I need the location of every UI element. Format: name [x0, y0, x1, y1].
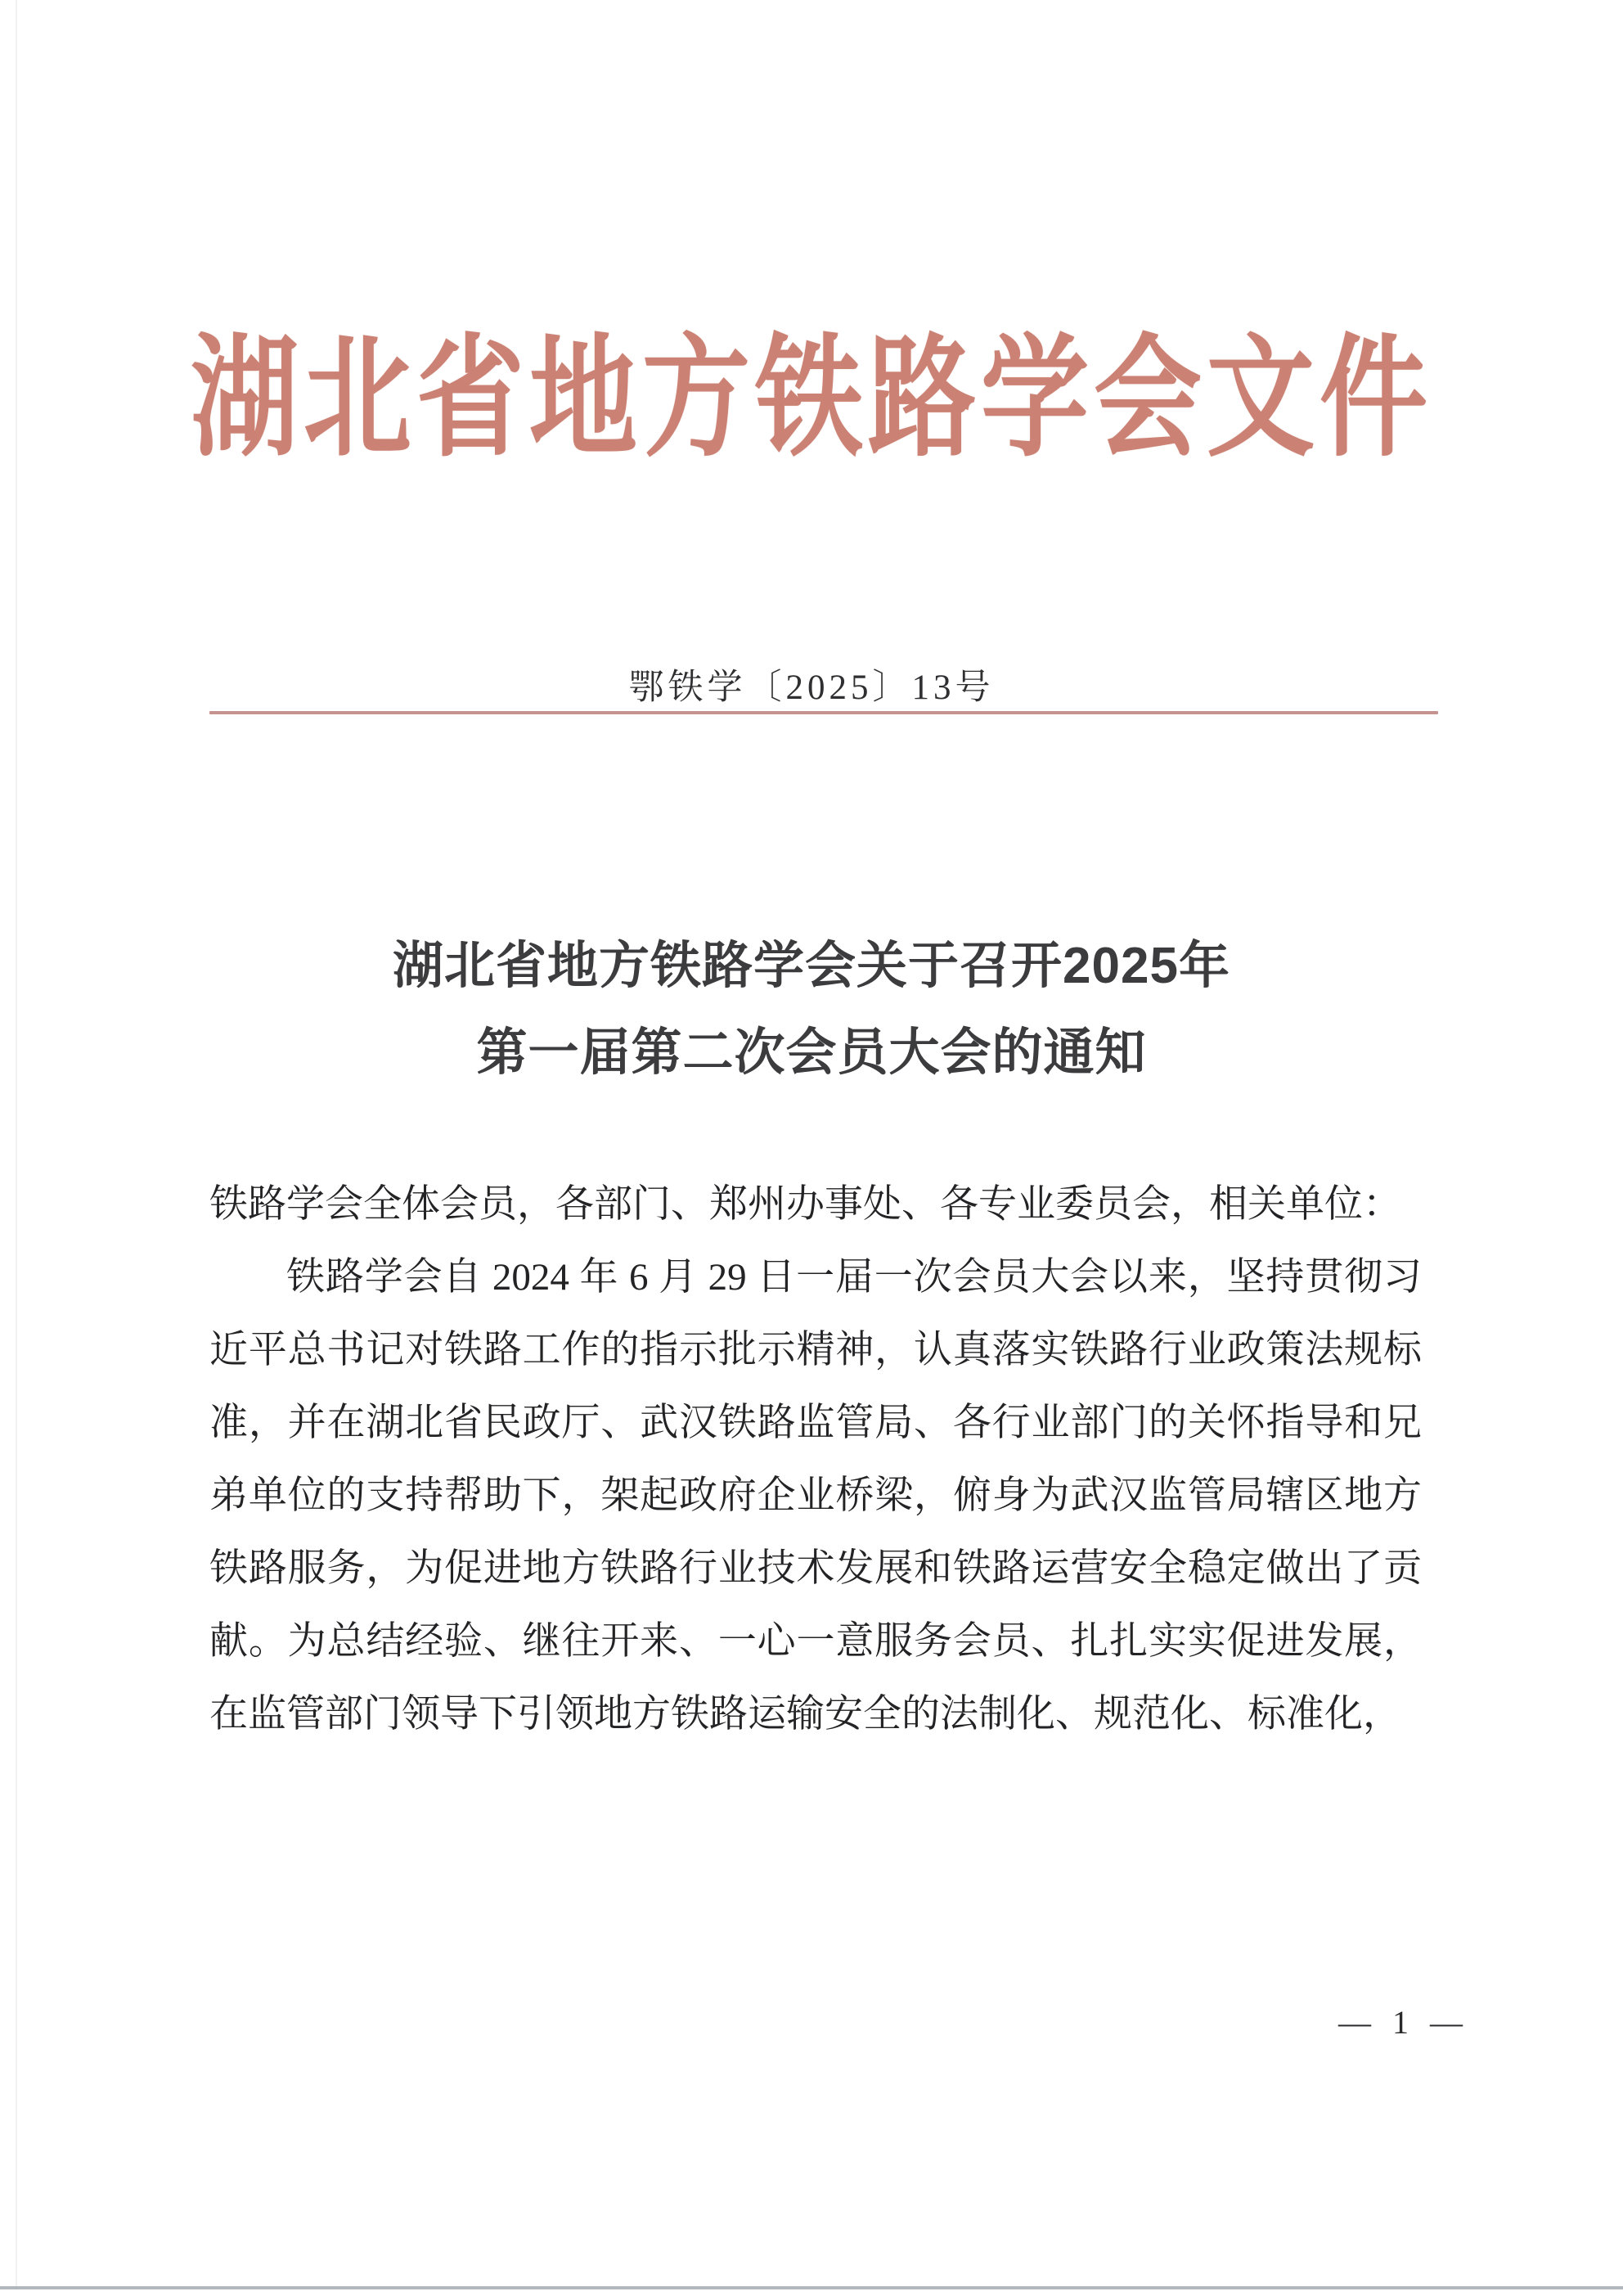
page-title-line-1: 湖北省地方铁路学会关于召开2025年 [393, 938, 1230, 994]
body-paragraph: 铁路学会自 2024 年 6 月 29 日一届一次会员大会以来，坚持贯彻习近平总书记对铁路工作的指示批示精神，认真落实铁路行业政策法规标准，并在湖北省民政厅、武汉铁路监管局、各行业部门的关怀指导和兄弟单位的支持帮助下，架起政府企业桥梁，俯身为武汉监管局辖区地方铁路服务，为促进地方铁路行业技术发展和铁路运营安全稳定做出了贡献。为总结经验、继往开来、一心一意服务会员、扎扎实实促进发展，在监管部门领导下引领地方铁路运输安全的法制化、规范化、标准化， [209, 1256, 1422, 1736]
page-title [0, 923, 1623, 1096]
header-divider-rule [209, 711, 1438, 714]
document-number: 鄂铁学〔2025〕13号 [628, 669, 995, 707]
masthead-title: 湖北省地方铁路学会文件 [191, 326, 1432, 473]
scan-edge-bottom-white [0, 2289, 1623, 2296]
page-title-line-2: 第一届第二次会员大会的通知 [476, 1024, 1147, 1081]
page-number-footer: — 1 — [1338, 2004, 1469, 2041]
document-body [209, 1168, 1422, 1751]
addressee-line: 铁路学会全体会员，各部门、郑州办事处、各专业委员会，相关单位： [209, 1183, 1401, 1226]
